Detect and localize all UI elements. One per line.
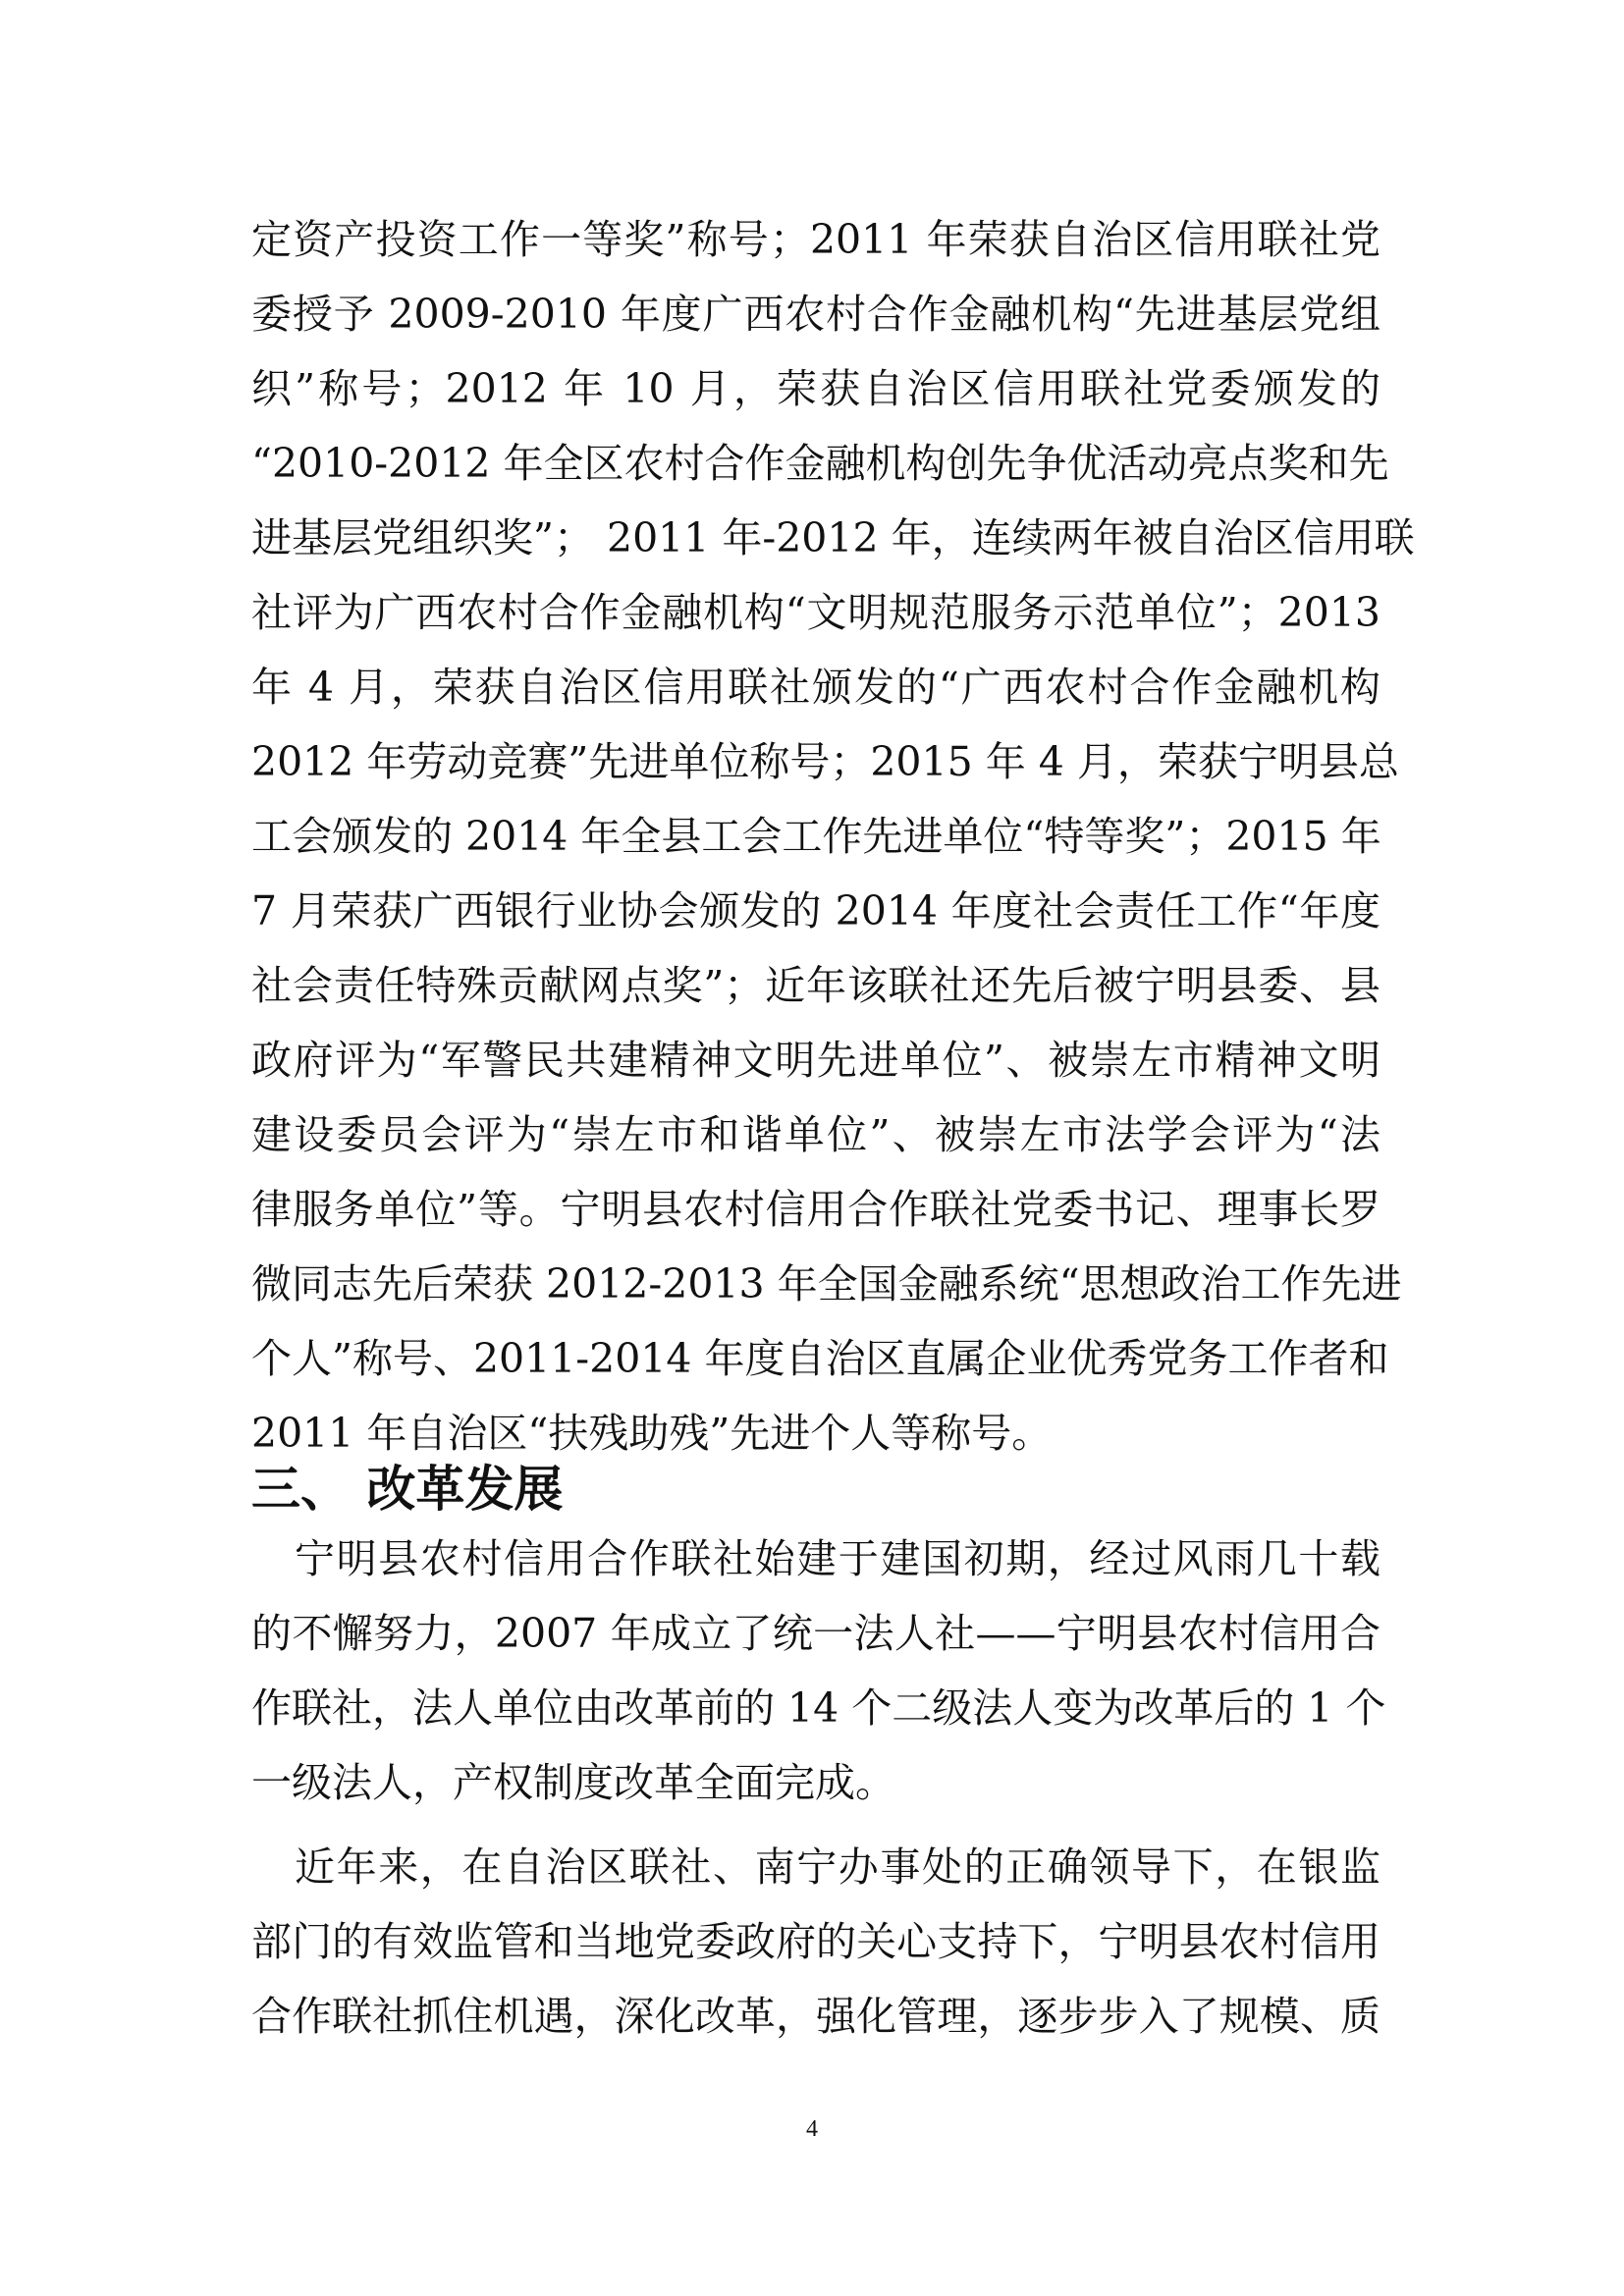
text-line: 作联社，法人单位由改革前的 14 个二级法人变为改革后的 1 个 [251,1684,1386,1732]
section-heading: 三、 改革发展 [251,1461,564,1518]
text-line: 近年来，在自治区联社、南宁办事处的正确领导下，在银监 [295,1843,1380,1891]
text-line: “2010-2012 年全区农村合作金融机构创先争优活动亮点奖和先 [251,440,1389,487]
text-line: 宁明县农村信用合作联社始建于建国初期，经过风雨几十载 [295,1535,1380,1582]
text-line: 年 4 月，荣获自治区信用联社颁发的“广西农村合作金融机构 [251,664,1380,711]
text-line: 社评为广西农村合作金融机构“文明规范服务示范单位”；2013 [251,589,1380,636]
text-line: 社会责任特殊贡献网点奖”；近年该联社还先后被宁明县委、县 [251,962,1380,1009]
text-line: 微同志先后荣获 2012-2013 年全国金融系统“思想政治工作先进 [251,1260,1402,1308]
text-line: 定资产投资工作一等奖”称号；2011 年荣获自治区信用联社党 [251,216,1380,263]
text-line: 律服务单位”等。宁明县农村信用合作联社党委书记、理事长罗 [251,1186,1380,1233]
text-line: 建设委员会评为“崇左市和谐单位”、被崇左市法学会评为“法 [251,1111,1380,1158]
text-line: 个人”称号、2011-2014 年度自治区直属企业优秀党务工作者和 [251,1335,1389,1382]
text-line: 的不懈努力，2007 年成立了统一法人社——宁明县农村信用合 [251,1610,1380,1657]
text-line: 部门的有效监管和当地党委政府的关心支持下，宁明县农村信用 [251,1918,1380,1965]
text-line: 织”称号；2012 年 10 月，荣获自治区信用联社党委颁发的 [251,365,1380,412]
text-line: 一级法人，产权制度改革全面完成。 [251,1759,895,1806]
text-line: 政府评为“军警民共建精神文明先进单位”、被崇左市精神文明 [251,1037,1380,1084]
text-line: 进基层党组织奖”； 2011 年-2012 年，连续两年被自治区信用联 [251,514,1415,561]
text-line: 委授予 2009-2010 年度广西农村合作金融机构“先进基层党组 [251,291,1380,338]
text-line: 工会颁发的 2014 年全县工会工作先进单位“特等奖”；2015 年 [251,813,1381,860]
text-line: 2012 年劳动竞赛”先进单位称号；2015 年 4 月，荣获宁明县总 [251,738,1399,785]
text-line: 2011 年自治区“扶残助残”先进个人等称号。 [251,1410,1053,1457]
text-line: 合作联社抓住机遇，深化改革，强化管理，逐步步入了规模、质 [251,1993,1380,2040]
text-line: 7 月荣获广西银行业协会颁发的 2014 年度社会责任工作“年度 [251,887,1380,934]
page-number: 4 [806,2116,818,2142]
